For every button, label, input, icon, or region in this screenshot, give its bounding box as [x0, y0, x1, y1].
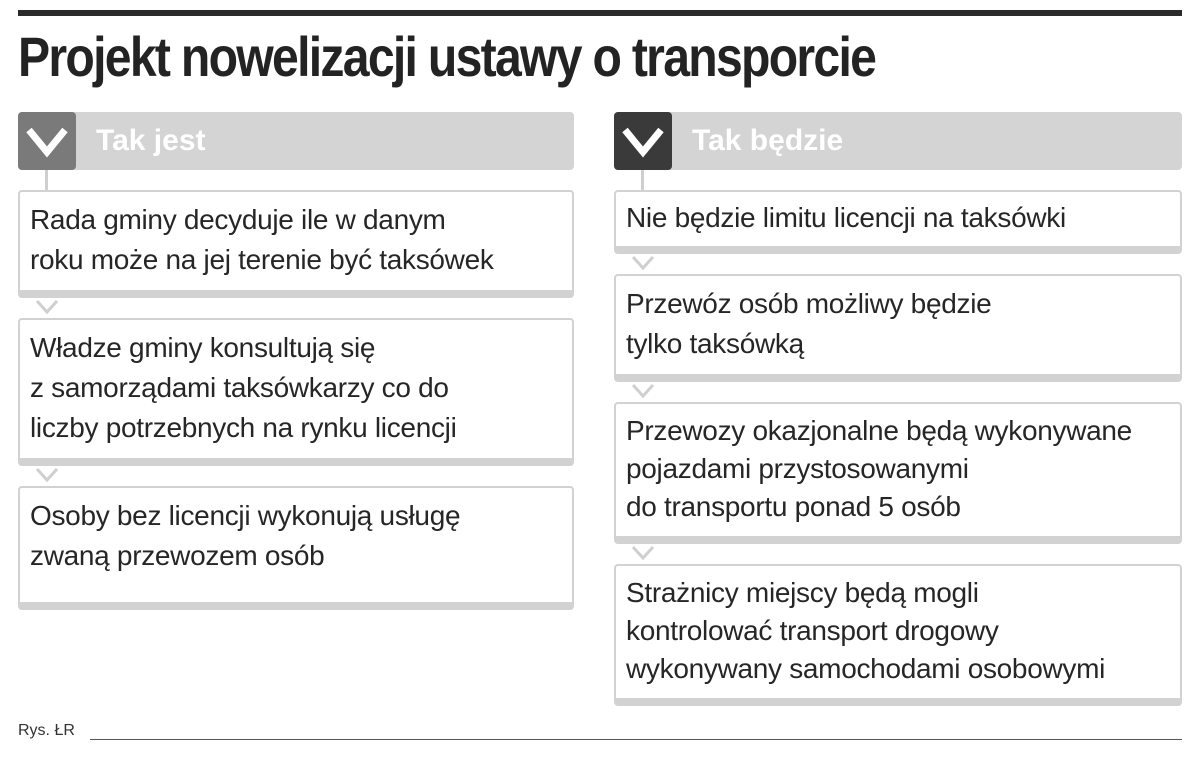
connector — [614, 254, 1182, 274]
top-rule — [18, 10, 1182, 16]
connector — [18, 466, 574, 486]
column-heading: Tak będzie — [692, 124, 844, 157]
column-heading: Tak jest — [96, 124, 206, 157]
info-box: Rada gminy decyduje ile w danym roku może na jej terenie być taksówek — [18, 190, 574, 298]
chevron-down-icon — [34, 466, 60, 484]
check-badge — [18, 112, 76, 170]
connector — [18, 170, 574, 190]
column-current — [18, 112, 574, 610]
checkmark-v-icon — [621, 124, 665, 158]
info-box: Strażnicy miejscy będą mogli kontrolować transport drogowy wykonywany samochodami osobowymi — [614, 564, 1182, 706]
check-badge — [614, 112, 672, 170]
column-header — [18, 112, 574, 170]
chevron-down-icon — [34, 298, 60, 316]
connector — [614, 544, 1182, 564]
connector — [614, 170, 1182, 190]
info-box: Władze gminy konsultują się z samorządami taksówkarzy co do liczby potrzebnych na rynku licencji — [18, 318, 574, 466]
chevron-down-icon — [630, 544, 656, 562]
connector — [614, 382, 1182, 402]
info-box: Przewozy okazjonalne będą wykonywane pojazdami przystosowanymi do transportu ponad 5 osób — [614, 402, 1182, 544]
column-future — [614, 112, 1182, 706]
info-box: Przewóz osób możliwy będzie tylko taksówką — [614, 274, 1182, 382]
footer-rule — [90, 739, 1182, 740]
info-box: Nie będzie limitu licencji na taksówki — [614, 190, 1182, 254]
page-title: Projekt nowelizacji ustawy o transporcie — [18, 25, 876, 88]
chevron-down-icon — [630, 382, 656, 400]
connector — [18, 298, 574, 318]
checkmark-v-icon — [25, 124, 69, 158]
info-box: Osoby bez licencji wykonują usługę zwaną przewozem osób — [18, 486, 574, 610]
credit: Rys. ŁR — [18, 722, 75, 739]
column-header — [614, 112, 1182, 170]
chevron-down-icon — [630, 254, 656, 272]
